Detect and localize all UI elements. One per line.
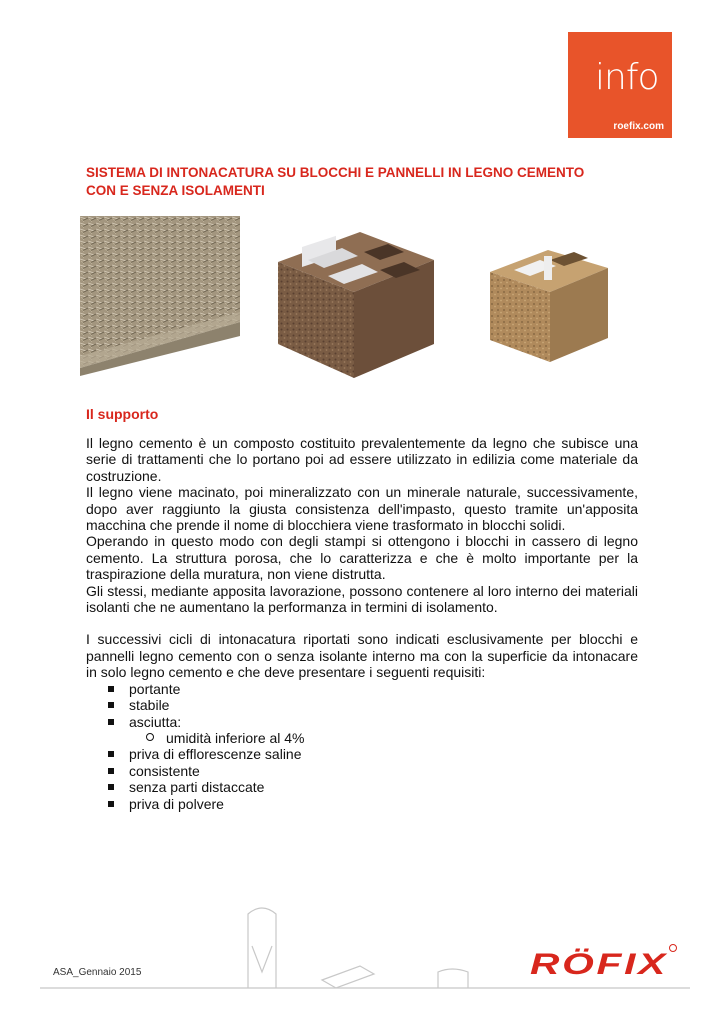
list-item: portante bbox=[86, 681, 638, 697]
circle-bullet-icon bbox=[146, 733, 154, 741]
list-item: stabile bbox=[86, 697, 638, 713]
paragraph: Operando in questo modo con degli stampi si ottengono i blocchi in cassero di legno cemento. La struttura porosa, che lo caratterizza e che è molto importante per la traspirazione della muratura, non viene distrutta. bbox=[86, 533, 638, 583]
section-heading: Il supporto bbox=[86, 406, 159, 422]
body-text bbox=[86, 435, 638, 812]
title-line-2: CON E SENZA ISOLAMENTI bbox=[86, 183, 265, 198]
square-bullet-icon bbox=[108, 801, 114, 807]
paragraph: Gli stessi, mediante apposita lavorazione, possono contenere al loro interno dei materiali isolanti che ne aumentano la performanza in termini di isolamento. bbox=[86, 582, 638, 616]
info-word: info bbox=[595, 57, 659, 98]
square-bullet-icon bbox=[108, 768, 114, 774]
square-bullet-icon bbox=[108, 686, 114, 692]
svg-text:RÖFIX: RÖFIX bbox=[530, 948, 668, 978]
list-item: asciutta: bbox=[86, 714, 638, 730]
list-item: priva di polvere bbox=[86, 796, 638, 812]
website-label: roefix.com bbox=[613, 121, 664, 132]
info-badge bbox=[568, 32, 672, 138]
list-item: senza parti distaccate bbox=[86, 779, 638, 795]
title-line-1: SISTEMA DI INTONACATURA SU BLOCCHI E PANNELLI IN LEGNO CEMENTO bbox=[86, 165, 585, 180]
list-item: consistente bbox=[86, 763, 638, 779]
square-bullet-icon bbox=[108, 784, 114, 790]
document-code: ASA_Gennaio 2015 bbox=[53, 967, 142, 978]
square-bullet-icon bbox=[108, 719, 114, 725]
square-bullet-icon bbox=[108, 751, 114, 757]
paragraph: Il legno viene macinato, poi mineralizzato con un minerale naturale, successivamente, dopo aver raggiunto la giusta consistenza dell'impasto, questo tramite un'apposita macchina che prende il nome di blocchiera viene trasformato in blocchi solidi. bbox=[86, 484, 638, 534]
requirements-intro: I successivi cicli di intonacatura riportati sono indicati esclusivamente per blocchi e pannelli legno cemento con o senza isolante interno ma con la superficie da intonacare in solo legno cemento e che deve presentare i seguenti requisiti: bbox=[86, 631, 638, 681]
insulated-block-photo bbox=[268, 220, 444, 380]
list-item: umidità inferiore al 4% bbox=[86, 730, 638, 746]
requirements-list bbox=[86, 681, 638, 812]
small-block-photo bbox=[484, 230, 618, 370]
square-bullet-icon bbox=[108, 702, 114, 708]
paragraph: Il legno cemento è un composto costituito prevalentemente da legno che subisce una serie di trattamenti che lo portano poi ad essere utilizzato in edilizia come materiale da costruzione. bbox=[86, 435, 638, 484]
wood-cement-panel-photo bbox=[80, 216, 240, 376]
document-title bbox=[86, 164, 656, 200]
roefix-logo bbox=[528, 942, 678, 983]
list-item: priva di efflorescenze saline bbox=[86, 746, 638, 762]
